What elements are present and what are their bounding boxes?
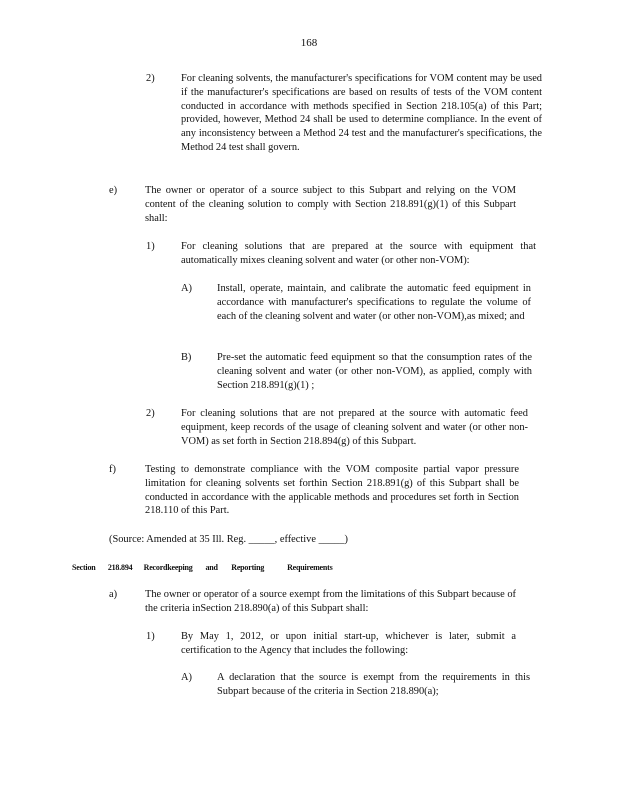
item-text: For cleaning solutions that are not prepared at the source with automatic feed equipment, keep records of the usage of cleaning solvent and water (or other non-VOM) as set forth in Section 218.894(g) of this Subpart. bbox=[181, 408, 528, 447]
item-text: The owner or operator of a source subject to this Subpart and relying on the VOM content of the cleaning solution to comply with Section 218.891(g)(1) of this Subpart shall: bbox=[145, 185, 516, 224]
item-text: By May 1, 2012, or upon initial start-up, whichever is later, submit a certification to the Agency that includes the following: bbox=[181, 631, 516, 656]
subsection-f bbox=[109, 463, 519, 518]
item-label: e) bbox=[109, 185, 118, 196]
item-text: For cleaning solvents, the manufacturer's specifications for VOM content may be used if the manufacturer's specifications are based on results of tests of the VOM content conducted in accordance with methods specified in Section 218.105(a) of this Part; provided, however, Method 24 shall be used to determine compliance. In the event of any inconsistency between a Method 24 test and the manufacturer's specifications, the Method 24 test shall govern. bbox=[181, 73, 542, 153]
section-title-word: Requirements bbox=[287, 563, 333, 572]
source-note-text: (Source: Amended at 35 Ill. Reg. _____, effective _____) bbox=[109, 534, 349, 545]
section-word: Section bbox=[72, 563, 96, 572]
subsection-e1 bbox=[146, 240, 536, 268]
subsection-e bbox=[109, 184, 516, 225]
section-heading bbox=[72, 561, 333, 575]
item-label: 2) bbox=[146, 73, 155, 84]
item-label: A) bbox=[181, 283, 192, 294]
subsection-e1B bbox=[181, 351, 532, 392]
subsection-a1A bbox=[181, 671, 530, 699]
item-text: A declaration that the source is exempt from the requirements in this Subpart because of the criteria in Section 218.890(a); bbox=[217, 672, 530, 697]
section-title-word: and bbox=[205, 563, 218, 572]
item-label: A) bbox=[181, 672, 192, 683]
subsection-e1A bbox=[181, 282, 531, 323]
item-text: Testing to demonstrate compliance with the VOM composite partial vapor pressure limitation for cleaning solvents set forthin Section 218.891(g) of this Subpart shall be conducted in accordance with the applicable methods and procedures set forth in Section 218.110 of this Part. bbox=[145, 464, 519, 517]
section-title-word: Reporting bbox=[231, 563, 265, 572]
item-label: 1) bbox=[146, 631, 155, 642]
item-text: Pre-set the automatic feed equipment so that the consumption rates of the cleaning solvent and water (or other non-VOM), as applied, comply with Section 218.891(g)(1) ; bbox=[217, 352, 532, 391]
source-note bbox=[109, 533, 409, 547]
item-text: The owner or operator of a source exempt from the limitations of this Subpart because of the criteria inSection 218.890(a) of this Subpart shall: bbox=[145, 589, 516, 614]
section-title-word: Recordkeeping bbox=[143, 563, 193, 572]
item-label: B) bbox=[181, 352, 192, 363]
item-text: For cleaning solutions that are prepared at the source with equipment that automatically mixes cleaning solvent and water (or other non-VOM): bbox=[181, 241, 536, 266]
page-number: 168 bbox=[300, 37, 318, 49]
item-label: 2) bbox=[146, 408, 155, 419]
subsection-a1 bbox=[146, 630, 516, 658]
item-label: f) bbox=[109, 464, 116, 475]
item-text: Install, operate, maintain, and calibrate the automatic feed equipment in accordance with manufacturer's specifications to regulate the volume of each of the cleaning solvent and water (or other non-VOM),as mixed; and bbox=[217, 283, 531, 322]
item-label: 1) bbox=[146, 241, 155, 252]
subsection-a bbox=[109, 588, 516, 616]
item-label: a) bbox=[109, 589, 118, 600]
section-number: 218.894 bbox=[107, 563, 133, 572]
subsection-d2 bbox=[146, 72, 542, 155]
subsection-e2 bbox=[146, 407, 528, 448]
